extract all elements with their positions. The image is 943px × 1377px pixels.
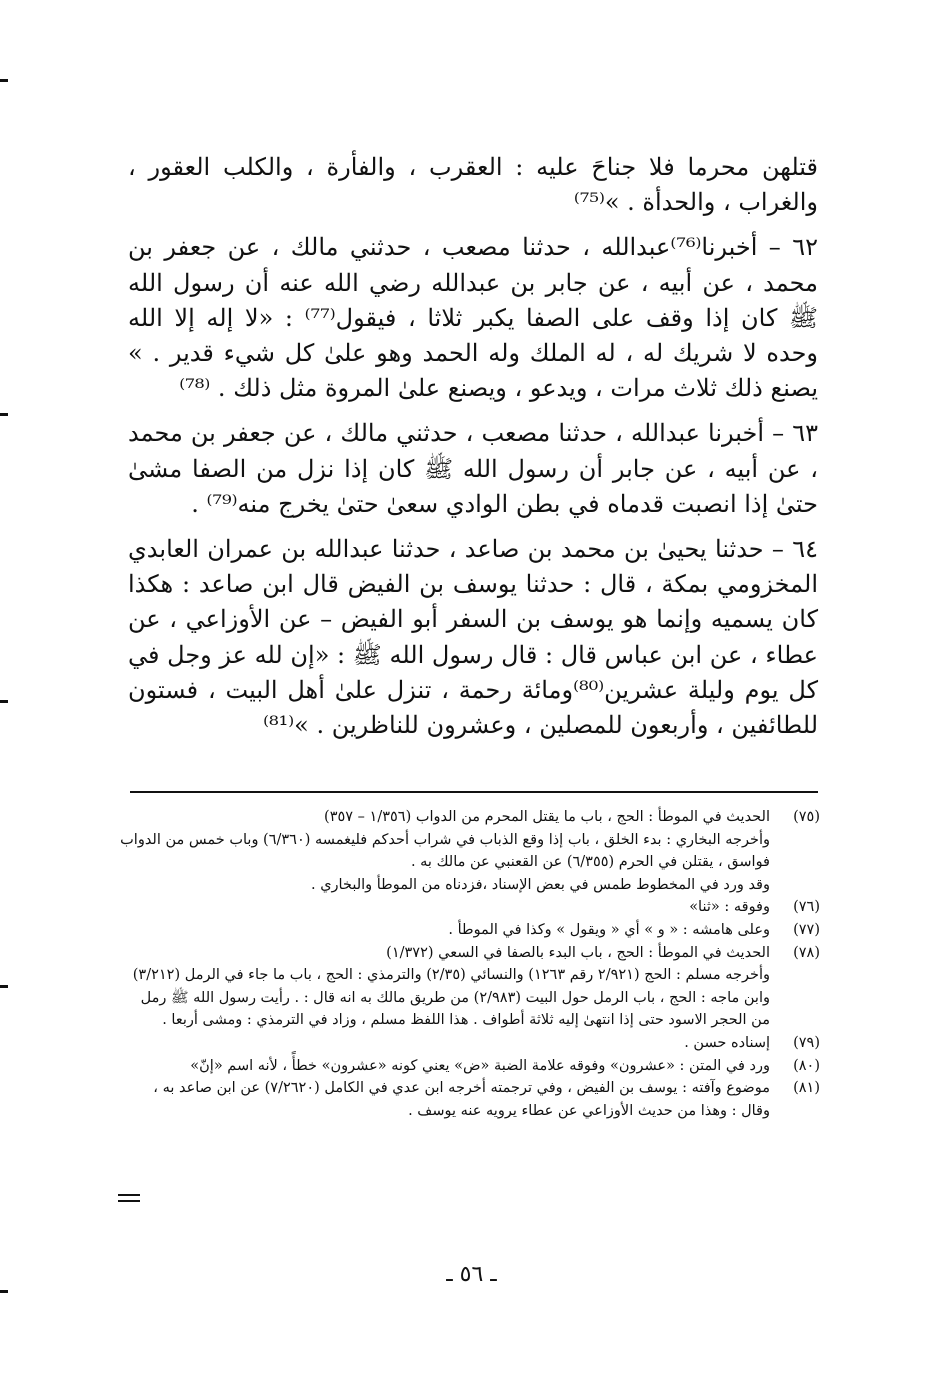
footnote-text: ورد في المتن : «عشرون» وفوقه علامة الضبة «ض» يعني كونه «عشرون» خطأً ، لأنه اسم «إنّ»	[190, 1057, 770, 1074]
footnote	[120, 1077, 820, 1122]
footnote-separator	[130, 791, 818, 793]
footnote-text: الحديث في الموطأ : الحج ، باب ما يقتل المحرم من الدواب (١/٣٥٦ – ٣٥٧)	[324, 809, 770, 825]
footnote-text: إسناده حسن .	[684, 1034, 770, 1051]
scan-margin-mark	[0, 1290, 8, 1293]
footnote-text: وعلى هامشه : « و » أي « ويقول » وكذا في الموطأ .	[448, 921, 770, 938]
footnote-number: (٧٨)	[793, 944, 820, 961]
footnote	[120, 942, 820, 1032]
scan-margin-mark	[0, 700, 8, 703]
footnote-text: موضوع وآفته : يوسف بن الفيض ، وفي ترجمته أخرجه ابن عدي في الكامل (٧/٢٦٢٠) عن ابن صاعد به ، وقال : وهذا من حديث الأوزاعي عن عطاء يرويه عنه يوسف .	[153, 1080, 770, 1119]
footnote-text: الحديث في الموطأ : الحج ، باب البدء بالصفا في السعي (١/٣٧٢)	[386, 944, 770, 961]
footnote-text: وأخرجه البخاري : بدء الخلق ، باب إذا وقع الذباب في شراب أحدكم فليغمسه (٦/٣٦٠) وباب خمس من الدواب فواسق ، يقتلن في الحرم (٦/٣٥٥) عن القعنبي عن مالك به .	[120, 831, 770, 871]
footnote-number: (٧٦)	[793, 899, 820, 916]
footnote-number: (٧٧)	[793, 921, 820, 938]
footnote-number: (٧٥)	[793, 809, 820, 825]
footnote	[120, 896, 820, 919]
footnote-number: (٨١)	[793, 1080, 820, 1097]
footnotes	[120, 806, 820, 1122]
paragraph: ٦٢ – أخبرنا⁽⁷⁶⁾عبدالله ، حدثنا مصعب ، حدثني مالك ، عن جعفر بن محمد ، عن أبيه ، عن جابر بن عبدالله رضي الله عنه أن رسول الله ﷺ كان إذا وقف على الصفا يكبر ثلاثا ، فيقول⁽⁷⁷⁾ : «لا إله إلا الله وحده لا شريك له ، له الملك وله الحمد وهو علىٰ كل شيء قدير . » يصنع ذلك ثلاث مرات ، ويدعو ، ويصنع علىٰ المروة مثل ذلك . ⁽⁷⁸⁾	[128, 233, 818, 403]
main-text	[128, 150, 818, 753]
footnote	[120, 1032, 820, 1055]
footnote	[120, 806, 820, 896]
scan-margin-mark	[0, 985, 8, 988]
page-number: ـ ٥٦ ـ	[446, 1262, 497, 1287]
paragraph: ٦٣ – أخبرنا عبدالله ، حدثنا مصعب ، حدثني مالك ، عن جعفر بن محمد ، عن أبيه ، عن جابر أن رسول الله ﷺ كان إذا نزل من الصفا مشىٰ حتىٰ إذا انصبت قدماه في بطن الوادي سعىٰ حتىٰ يخرج منه⁽⁷⁹⁾ .	[128, 419, 818, 518]
continuation-mark	[118, 1194, 140, 1206]
paragraph: ٦٤ – حدثنا يحيىٰ بن محمد بن صاعد ، حدثنا عبدالله بن عمران العابدي المخزومي بمكة ، قال : حدثنا يوسف بن الفيض قال ابن صاعد : هكذا كان يسميه وإنما هو يوسف بن السفر أبو الفيض – عن الأوزاعي ، عن عطاء ، عن ابن عباس قال : قال رسول الله ﷺ : «إن لله عز وجل في كل يوم وليلة عشرين⁽⁸⁰⁾ومائة رحمة ، تنزل علىٰ أهل البيت ، فستون للطائفين ، وأربعون للمصلين ، وعشرون للناظرين . »⁽⁸¹⁾	[128, 535, 818, 740]
footnote-text: وفوقه : «ثنا»	[689, 899, 770, 916]
footnote	[120, 919, 820, 942]
scan-margin-mark	[0, 413, 8, 416]
footnote-number: (٨٠)	[793, 1057, 820, 1074]
scan-margin-mark	[0, 79, 8, 82]
footnote	[120, 1055, 820, 1078]
footnote-text: وقد ورد في المخطوط طمس في بعض الإسناد ،فزدناه من الموطأ والبخاري .	[310, 876, 770, 893]
footnote-number: (٧٩)	[793, 1034, 820, 1051]
footnote-text: وأخرجه مسلم : الحج (٢/٩٢١ رقم ١٢٦٣) والنسائي (٢/٣٥) والترمذي : الحج ، باب ما جاء في الرمل (٣/٢١٢) وابن ماجه : الحج ، باب الرمل حول البيت (٢/٩٨٣) من طريق مالك به انه قال : . رأيت رسول الله ﷺ رمل من الحجر الاسود حتى إذا انتهىٰ إليه ثلاثة أطواف . هذا اللفظ مسلم ، وزاد في الترمذي : ومشى أربعا .	[132, 967, 770, 1029]
paragraph: قتلهن محرما فلا جناحَ عليه : العقرب ، والفأرة ، والكلب العقور ، والغراب ، والحدأة . »⁽⁷⁵⁾	[128, 153, 818, 217]
